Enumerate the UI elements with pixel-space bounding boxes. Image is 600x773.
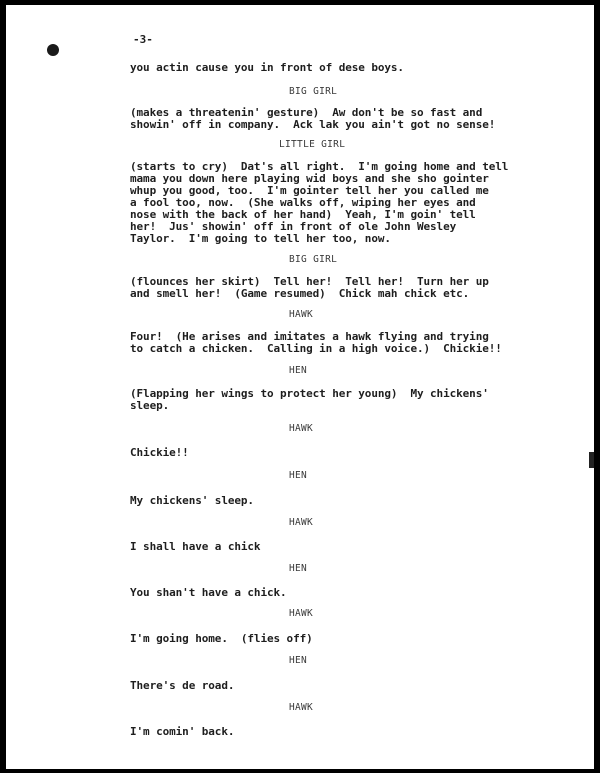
speaker-cue: HEN xyxy=(289,655,308,666)
dialogue-line: (flounces her skirt) Tell her! Tell her! Turn her up xyxy=(130,275,489,288)
dialogue-line: to catch a chicken. Calling in a high voice.) Chickie!! xyxy=(130,342,502,355)
speaker-cue: HAWK xyxy=(289,517,314,528)
dialogue-line: There's de road. xyxy=(130,679,235,692)
dialogue-line: showin' off in company. Ack lak you ain't got no sense! xyxy=(130,118,496,131)
dialogue-line: you actin cause you in front of dese boys. xyxy=(130,61,404,74)
dialogue-line: mama you down here playing wid boys and she sho gointer xyxy=(130,172,489,185)
dialogue-line: whup you good, too. I'm gointer tell her you called me xyxy=(130,184,489,197)
dialogue-line: her! Jus' showin' off in front of ole John Wesley xyxy=(130,220,457,233)
speaker-cue: HAWK xyxy=(289,608,314,619)
dialogue-line: I'm going home. (flies off) xyxy=(130,632,313,645)
speaker-cue: HAWK xyxy=(289,423,314,434)
scan-edge-mark xyxy=(589,452,594,468)
dialogue-line: a fool too, now. (She walks off, wiping her eyes and xyxy=(130,196,476,209)
dialogue-line: sleep. xyxy=(130,399,170,412)
dialogue-line: and smell her! (Game resumed) Chick mah chick etc. xyxy=(130,287,470,300)
speaker-cue: LITTLE GIRL xyxy=(279,139,346,150)
dialogue-line: My chickens' sleep. xyxy=(130,494,254,507)
speaker-cue: BIG GIRL xyxy=(289,86,338,97)
speaker-cue: BIG GIRL xyxy=(289,254,338,265)
speaker-cue: HEN xyxy=(289,365,308,376)
speaker-cue: HAWK xyxy=(289,702,314,713)
speaker-cue: HEN xyxy=(289,470,308,481)
punch-hole-mark xyxy=(47,44,59,56)
dialogue-line: Chickie!! xyxy=(130,446,189,459)
speaker-cue: HAWK xyxy=(289,309,314,320)
dialogue-line: Four! (He arises and imitates a hawk flying and trying xyxy=(130,330,489,343)
dialogue-line: You shan't have a chick. xyxy=(130,586,287,599)
typescript-page xyxy=(6,5,594,769)
dialogue-line: nose with the back of her hand) Yeah, I'm goin' tell xyxy=(130,208,476,221)
dialogue-line: (starts to cry) Dat's all right. I'm going home and tell xyxy=(130,160,509,173)
dialogue-line: I'm comin' back. xyxy=(130,725,235,738)
dialogue-line: (makes a threatenin' gesture) Aw don't be so fast and xyxy=(130,106,483,119)
speaker-cue: HEN xyxy=(289,563,308,574)
page-number: -3- xyxy=(133,33,153,46)
dialogue-line: (Flapping her wings to protect her young) My chickens' xyxy=(130,387,489,400)
dialogue-line: I shall have a chick xyxy=(130,540,261,553)
dialogue-line: Taylor. I'm going to tell her too, now. xyxy=(130,232,391,245)
